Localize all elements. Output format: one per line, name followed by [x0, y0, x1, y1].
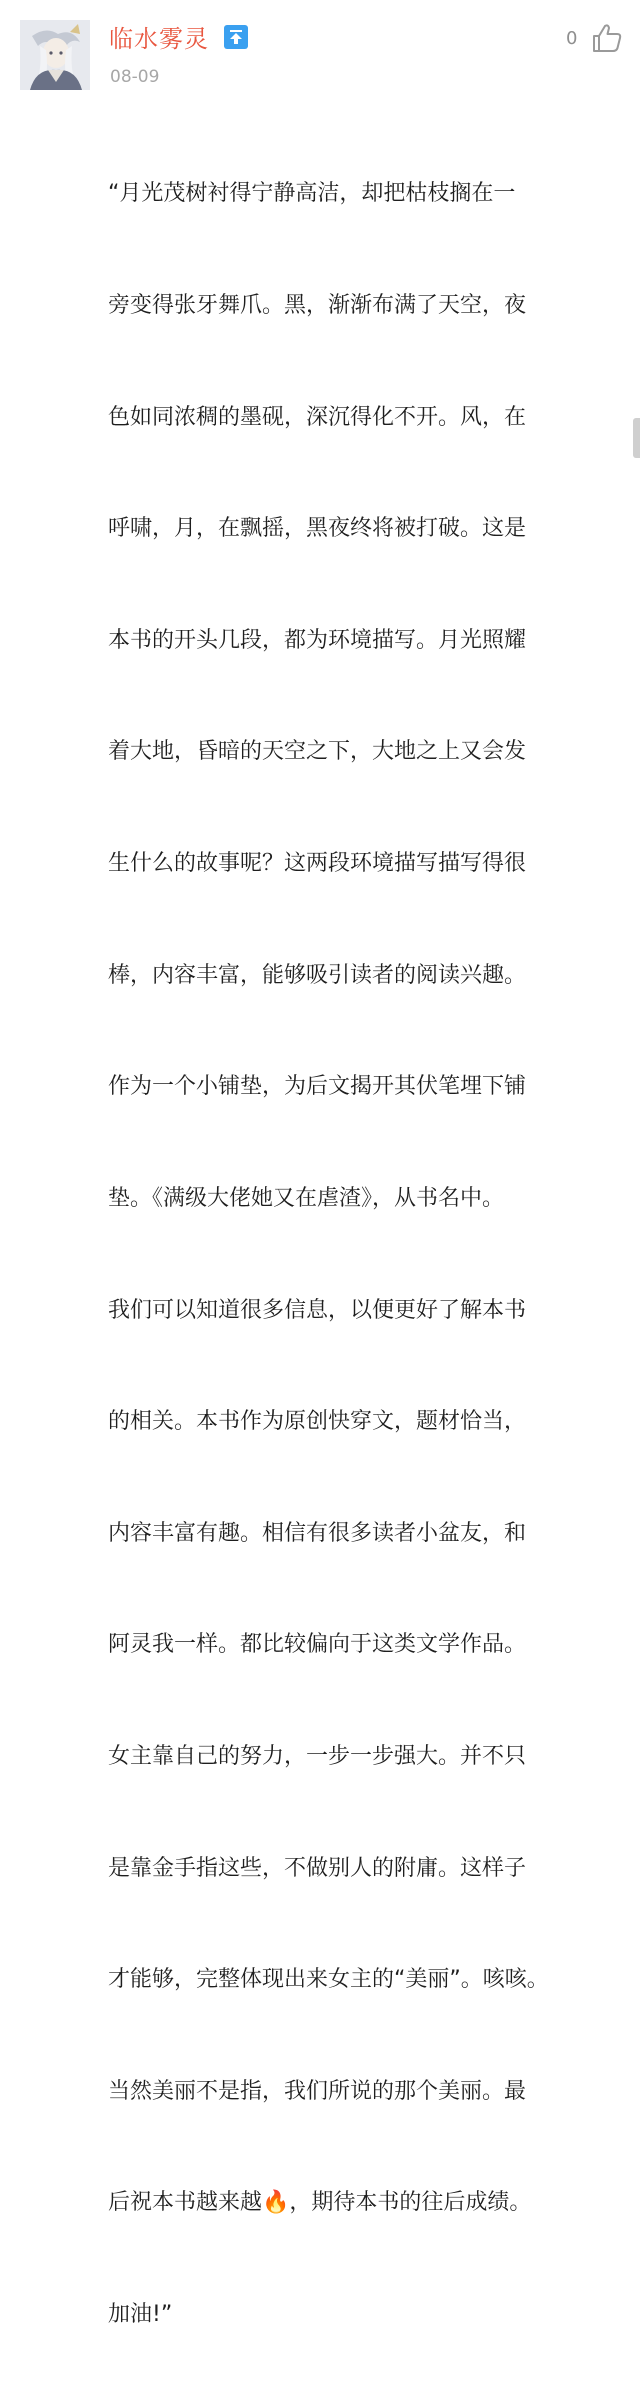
upload-badge-icon: [224, 25, 248, 49]
thumbs-up-icon[interactable]: [591, 22, 623, 54]
avatar[interactable]: [20, 20, 90, 90]
comment-line: 加油!”: [108, 2301, 173, 2327]
comment-line: 后祝本书越来越🔥，期待本书的往后成绩。: [108, 2190, 532, 2216]
comment-line: 垫。《满级大佬她又在虐渣》，从书名中。: [108, 1185, 505, 1211]
comment-line: 生什么的故事呢？这两段环境描写描写得很: [108, 851, 527, 877]
comment-line: 是靠金手指这些，不做别人的附庸。这样子: [108, 1855, 527, 1881]
comment-line: 才能够，完整体现出来女主的“美丽”。咳咳。: [108, 1967, 549, 1993]
comment-line: 女主靠自己的努力，一步一步强大。并不只: [108, 1743, 527, 1769]
comment-line: 内容丰富有趣。相信有很多读者小盆友，和: [108, 1520, 527, 1546]
like-count: 0: [566, 28, 578, 49]
comment-line: 色如同浓稠的墨砚，深沉得化不开。风，在: [108, 404, 527, 430]
comment-line: 我们可以知道很多信息，以便更好了解本书: [108, 1297, 527, 1323]
comment-line: 的相关。本书作为原创快穿文，题材恰当，: [108, 1409, 527, 1435]
comment-line: 阿灵我一样。都比较偏向于这类文学作品。: [108, 1632, 527, 1658]
username[interactable]: 临水雾灵: [109, 25, 209, 53]
comment-body: [108, 101, 616, 2408]
comment-line: 作为一个小铺垫，为后文揭开其伏笔埋下铺: [108, 1074, 527, 1100]
scrollbar-handle[interactable]: [633, 418, 640, 458]
comment-line: “月光茂树衬得宁静高洁，却把枯枝搁在一: [108, 181, 516, 207]
avatar-illustration: [20, 20, 90, 90]
comment-line: 着大地，昏暗的天空之下，大地之上又会发: [108, 739, 527, 765]
comment-line: 呼啸，月，在飘摇，黑夜终将被打破。这是: [108, 516, 527, 542]
comment-line: 本书的开头几段，都为环境描写。月光照耀: [108, 627, 527, 653]
comment-line: 旁变得张牙舞爪。黑，渐渐布满了天空，夜: [108, 293, 527, 319]
comment-line: 当然美丽不是指，我们所说的那个美丽。最: [108, 2078, 527, 2104]
comment-line: 棒，内容丰富，能够吸引读者的阅读兴趣。: [108, 962, 527, 988]
comment-date: 08-09: [110, 67, 160, 87]
